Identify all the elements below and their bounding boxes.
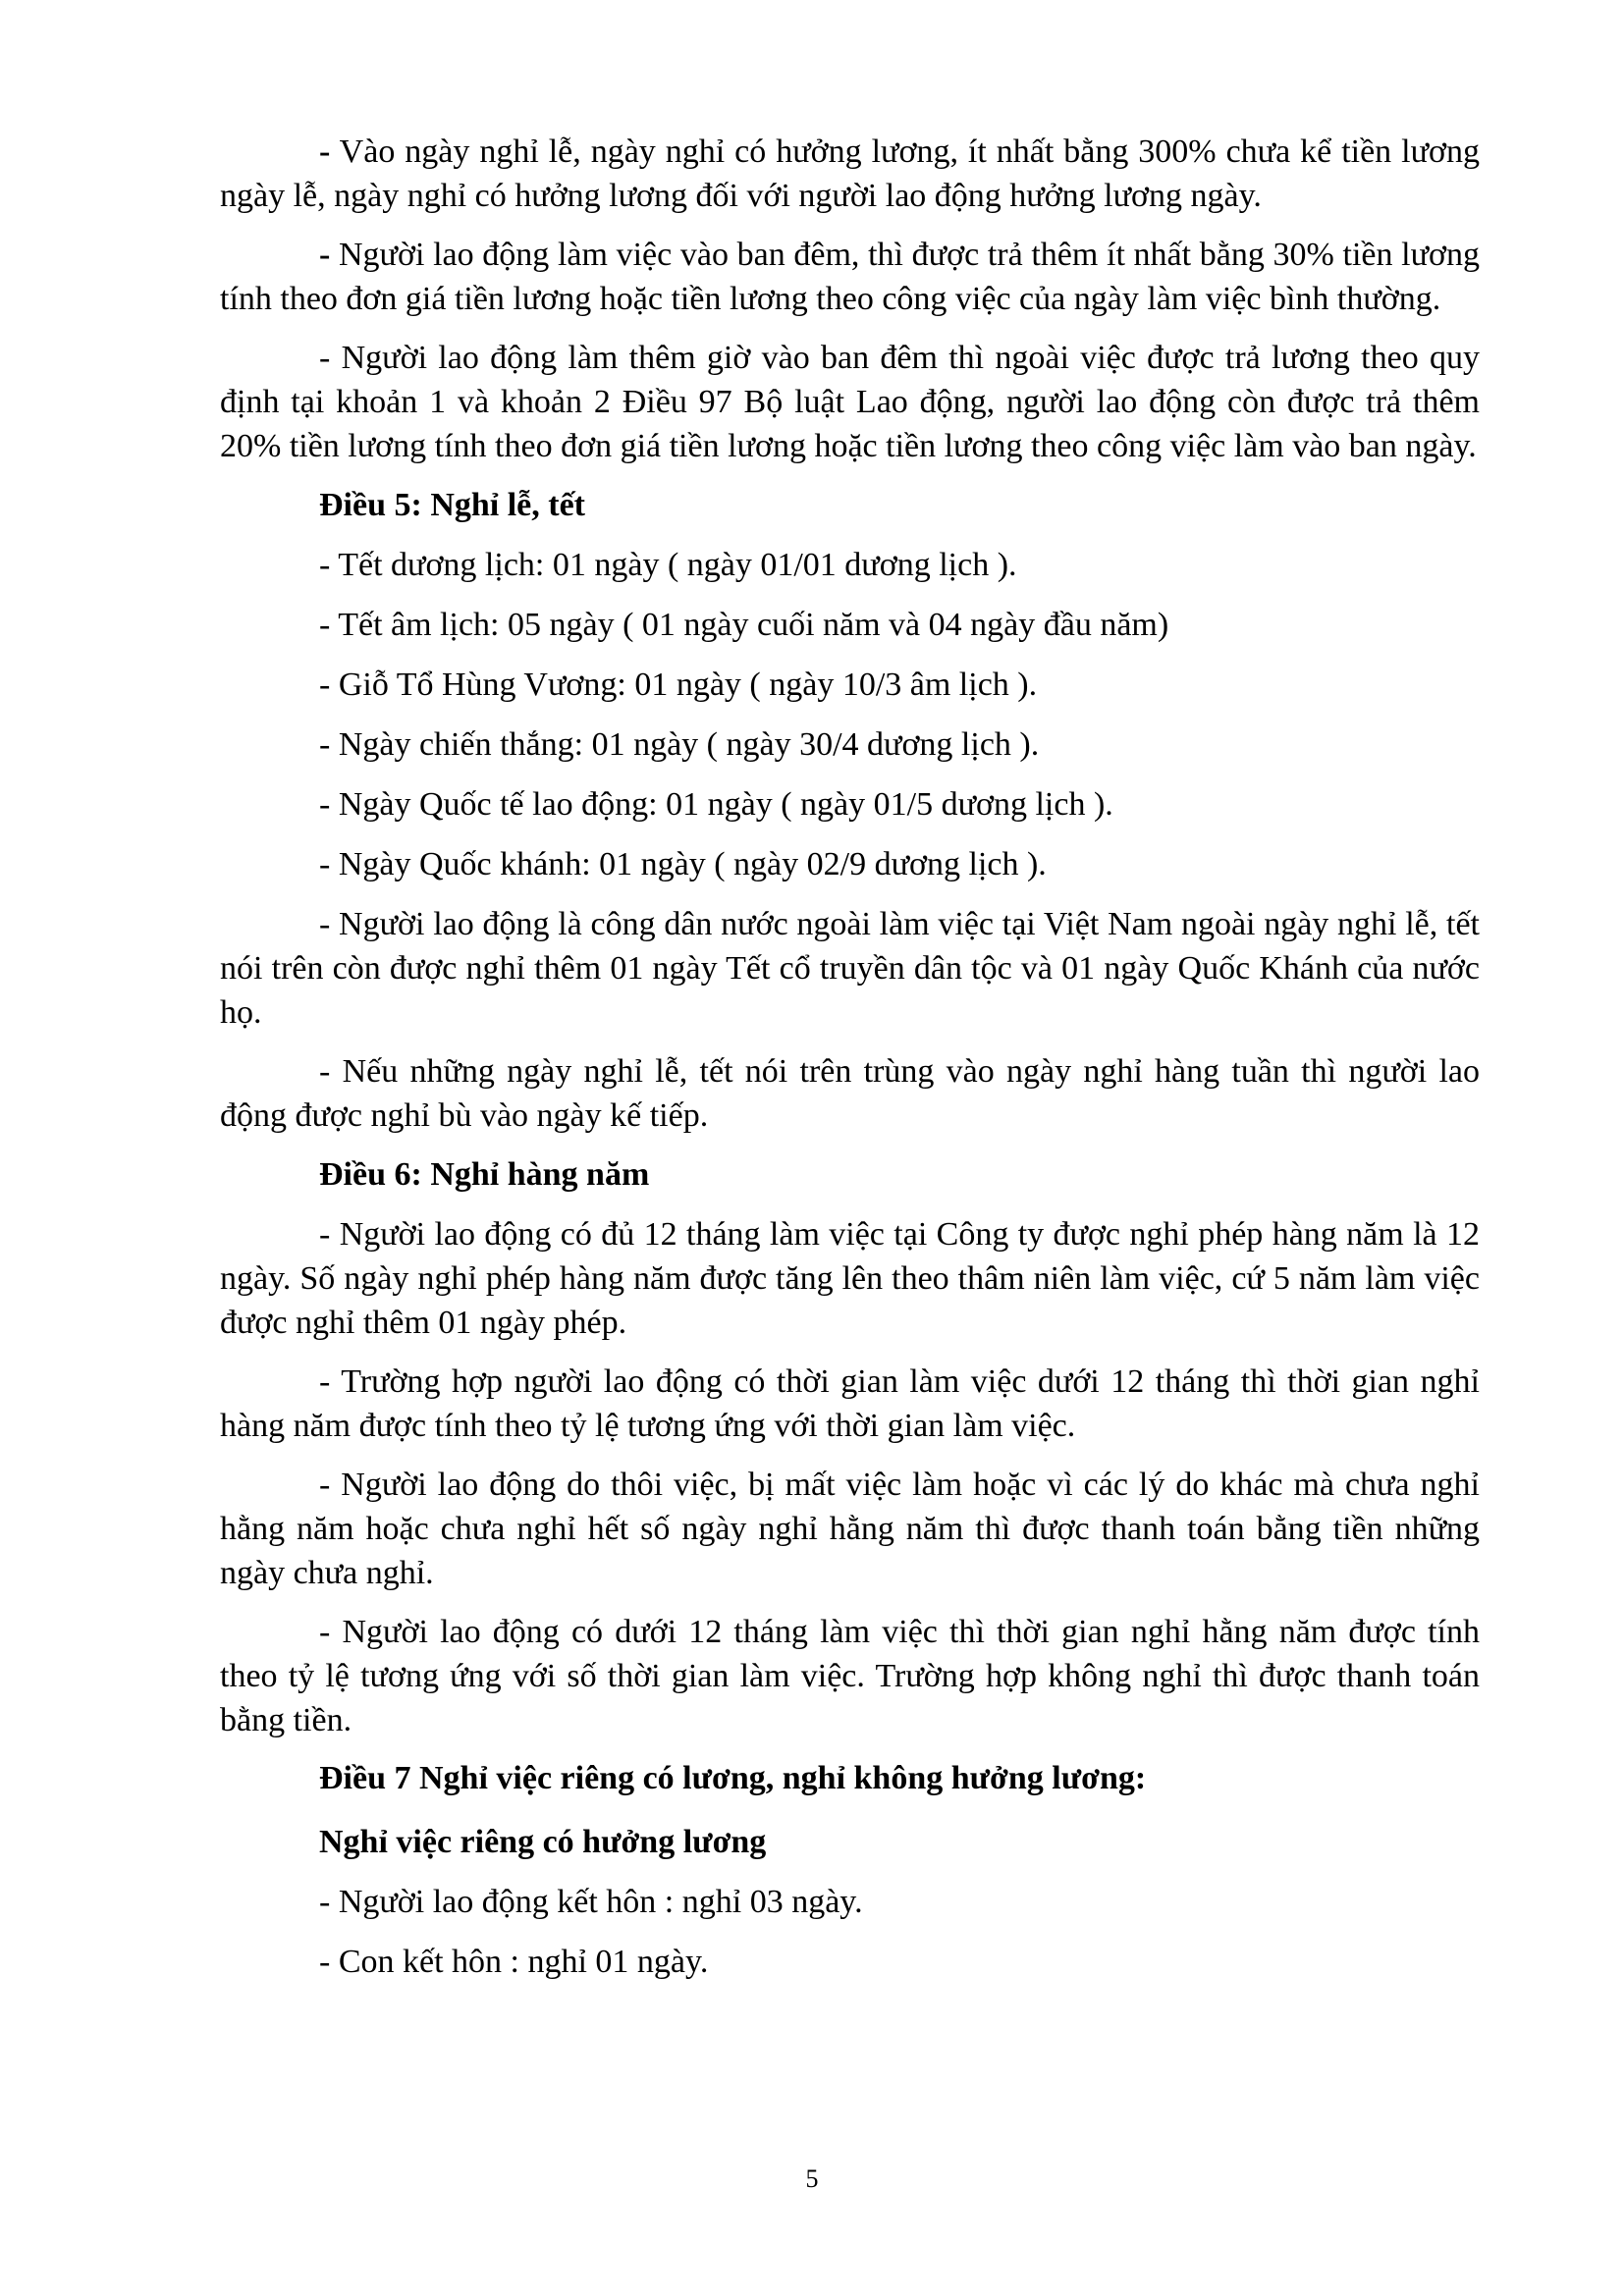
list-item-hung-kings: - Giỗ Tổ Hùng Vương: 01 ngày ( ngày 10/3 âm lịch ). bbox=[319, 667, 1038, 703]
subheading-paid-personal-leave: Nghỉ việc riêng có hưởng lương bbox=[319, 1824, 767, 1860]
bold-dash: - bbox=[319, 237, 331, 273]
paragraph-under-12-months: - Người lao động có dưới 12 tháng làm việc thì thời gian nghỉ hằng năm được tính theo tỷ lệ tương ứng với số thời gian làm việc. Trường hợp không nghỉ thì được thanh toán bằng tiền. bbox=[220, 1614, 1480, 1738]
heading-article-7: Điều 7 Nghỉ việc riêng có lương, nghỉ không hưởng lương: bbox=[319, 1760, 1147, 1796]
paragraph-annual-leave: - Người lao động có đủ 12 tháng làm việc tại Công ty được nghỉ phép hàng năm là 12 ngày. Số ngày nghỉ phép hàng năm được tăng lên theo thâm niên làm việc, cứ 5 năm làm việc được nghỉ thêm 01 ngày phép. bbox=[220, 1216, 1480, 1341]
list-item-national-day: - Ngày Quốc khánh: 01 ngày ( ngày 02/9 dương lịch ). bbox=[319, 846, 1047, 882]
heading-article-6: Điều 6: Nghỉ hàng năm bbox=[319, 1156, 650, 1193]
page-number: 5 bbox=[805, 2164, 819, 2193]
list-item-victory-day: - Ngày chiến thắng: 01 ngày ( ngày 30/4 dương lịch ). bbox=[319, 726, 1040, 763]
heading-article-5: Điều 5: Nghỉ lễ, tết bbox=[319, 487, 586, 523]
paragraph-night-overtime: - Người lao động làm thêm giờ vào ban đêm thì ngoài việc được trả lương theo quy định tại khoản 1 và khoản 2 Điều 97 Bộ luật Lao động, người lao động còn được trả thêm 20% tiền lương tính theo đơn giá tiền lương hoặc tiền lương theo công việc làm vào ban ngày. bbox=[220, 340, 1480, 464]
paragraph-unused-leave-payment: - Người lao động do thôi việc, bị mất việc làm hoặc vì các lý do khác mà chưa nghỉ hằng năm hoặc chưa nghỉ hết số ngày nghỉ hằng năm thì được thanh toán bằng tiền những ngày chưa nghỉ. bbox=[220, 1467, 1480, 1591]
paragraph-proportional-leave: - Trường hợp người lao động có thời gian làm việc dưới 12 tháng thì thời gian nghỉ hàng năm được tính theo tỷ lệ tương ứng với thời gian làm việc. bbox=[220, 1363, 1480, 1444]
document-body bbox=[220, 130, 1480, 2000]
list-item-lunar-new-year: - Tết âm lịch: 05 ngày ( 01 ngày cuối năm và 04 ngày đầu năm) bbox=[319, 607, 1169, 643]
paragraph-text: Người lao động làm việc vào ban đêm, thì được trả thêm ít nhất bằng 30% tiền lương tính theo đơn giá tiền lương hoặc tiền lương theo công việc của ngày làm việc bình thường. bbox=[220, 237, 1481, 317]
paragraph-holiday-pay bbox=[220, 130, 1480, 218]
paragraph-foreign-workers: - Người lao động là công dân nước ngoài làm việc tại Việt Nam ngoài ngày nghỉ lễ, tết nói trên còn được nghỉ thêm 01 ngày Tết cổ truyền dân tộc và 01 ngày Quốc Khánh của nước họ. bbox=[220, 906, 1480, 1031]
list-item-labor-day: - Ngày Quốc tế lao động: 01 ngày ( ngày 01/5 dương lịch ). bbox=[319, 786, 1113, 823]
paragraph-text: Vào ngày nghỉ lễ, ngày nghỉ có hưởng lương, ít nhất bằng 300% chưa kể tiền lương ngày lễ, ngày nghỉ có hưởng lương đối với người lao động hưởng lương ngày. bbox=[220, 133, 1480, 214]
paragraph-night-work bbox=[220, 233, 1480, 321]
bold-dash: - bbox=[319, 133, 331, 170]
list-item-child-marriage: - Con kết hôn : nghỉ 01 ngày. bbox=[319, 1944, 709, 1980]
list-item-marriage: - Người lao động kết hôn : nghỉ 03 ngày. bbox=[319, 1884, 863, 1920]
list-item-new-year: - Tết dương lịch: 01 ngày ( ngày 01/01 dương lịch ). bbox=[319, 547, 1017, 583]
paragraph-compensatory-day: - Nếu những ngày nghỉ lễ, tết nói trên trùng vào ngày nghỉ hàng tuần thì người lao động được nghỉ bù vào ngày kế tiếp. bbox=[220, 1053, 1480, 1134]
